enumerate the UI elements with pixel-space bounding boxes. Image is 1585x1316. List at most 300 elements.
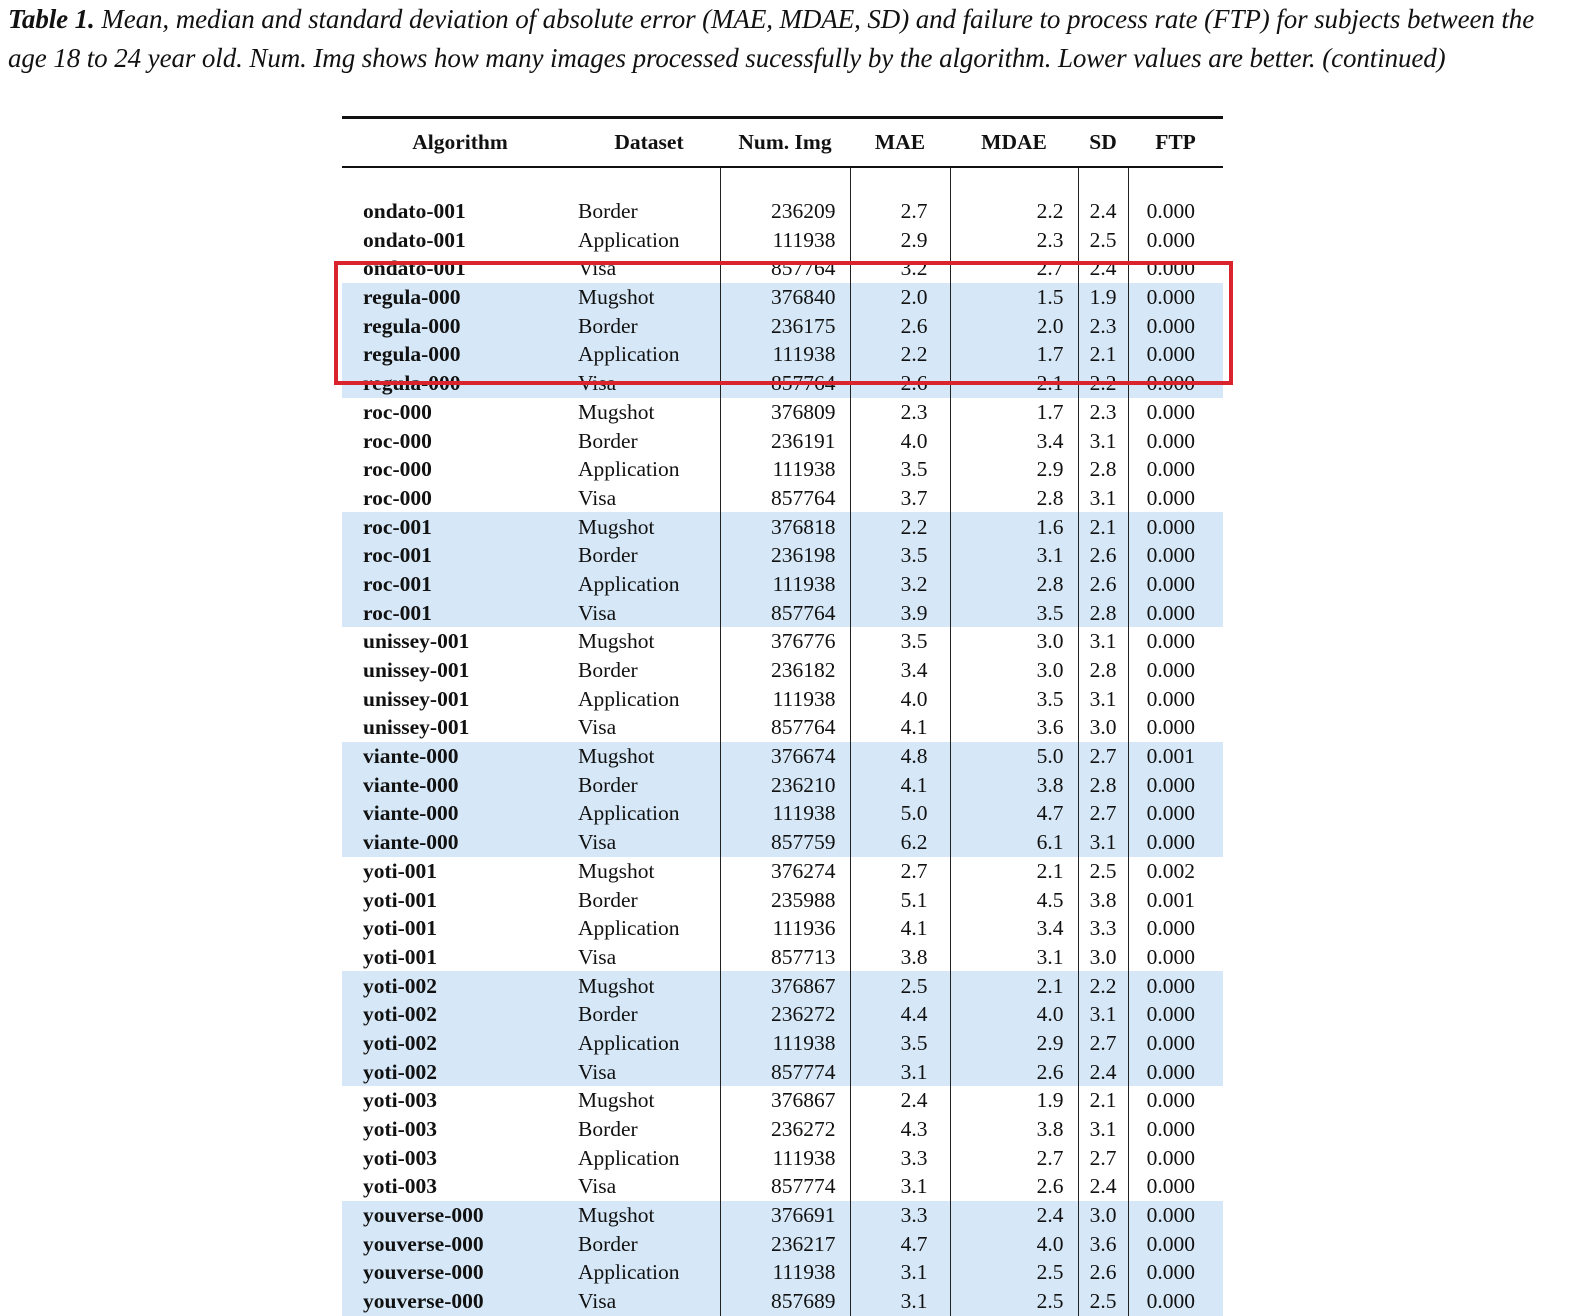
- results-table-container: [342, 116, 1223, 1316]
- cell-mdae: 4.7: [950, 799, 1078, 828]
- cell-mdae: 2.0: [950, 311, 1078, 340]
- cell-mae: 2.6: [850, 369, 950, 398]
- cell-mdae: 2.6: [950, 1057, 1078, 1086]
- cell-ftp: 0.000: [1128, 713, 1223, 742]
- cell-ftp: 0.000: [1128, 1258, 1223, 1287]
- table-row: [342, 311, 1223, 340]
- cell-num-img: 376818: [720, 512, 850, 541]
- table-row: [342, 1258, 1223, 1287]
- cell-num-img: 857764: [720, 598, 850, 627]
- cell-sd: 2.4: [1078, 197, 1128, 226]
- cell-mae: 3.9: [850, 598, 950, 627]
- cell-mdae: 2.2: [950, 197, 1078, 226]
- cell-sd: 3.1: [1078, 426, 1128, 455]
- cell-mdae: 3.5: [950, 684, 1078, 713]
- header-ftp: FTP: [1155, 130, 1196, 154]
- cell-mdae: 6.1: [950, 828, 1078, 857]
- cell-sd: 2.3: [1078, 311, 1128, 340]
- cell-sd: 2.5: [1078, 857, 1128, 886]
- header-sd: SD: [1089, 130, 1117, 154]
- cell-algorithm: ondato-001: [363, 256, 466, 281]
- cell-dataset: Application: [578, 799, 720, 828]
- cell-mae: 4.0: [850, 426, 950, 455]
- cell-algorithm: viante-000: [342, 799, 578, 828]
- cell-num-img: 111936: [720, 914, 850, 943]
- cell-algorithm: regula-000: [342, 340, 578, 369]
- cell-mdae: 2.4: [950, 1201, 1078, 1230]
- cell-dataset: Visa: [578, 1174, 617, 1199]
- cell-dataset: Border: [578, 311, 720, 340]
- cell-num-img: 857774: [720, 1172, 850, 1201]
- cell-dataset: Application: [578, 1258, 720, 1287]
- cell-sd: 2.6: [1078, 570, 1128, 599]
- cell-sd: 2.8: [1078, 455, 1128, 484]
- table-row: [342, 857, 1223, 886]
- table-row: [342, 943, 1223, 972]
- table-row: [342, 828, 1223, 857]
- table-row: [342, 713, 1223, 742]
- cell-ftp: 0.000: [1128, 484, 1223, 513]
- cell-sd: 2.3: [1078, 398, 1128, 427]
- table-row: [342, 1172, 1223, 1201]
- cell-num-img: 857764: [720, 254, 850, 283]
- cell-dataset: Application: [578, 570, 720, 599]
- cell-ftp: 0.000: [1128, 1143, 1223, 1172]
- caption-label: Table 1.: [8, 4, 95, 34]
- cell-ftp: 0.000: [1128, 1086, 1223, 1115]
- cell-mae: 2.3: [850, 398, 950, 427]
- cell-mae: 3.8: [850, 943, 950, 972]
- cell-mae: 3.3: [850, 1201, 950, 1230]
- table-row: [342, 1143, 1223, 1172]
- cell-ftp: 0.000: [1128, 684, 1223, 713]
- cell-sd: 2.7: [1078, 742, 1128, 771]
- cell-mdae: 3.1: [950, 541, 1078, 570]
- table-row: [342, 799, 1223, 828]
- cell-num-img: 111938: [720, 1143, 850, 1172]
- table-row: [342, 627, 1223, 656]
- table-row: [342, 340, 1223, 369]
- cell-algorithm: viante-000: [342, 828, 578, 857]
- cell-ftp: 0.000: [1128, 828, 1223, 857]
- cell-mdae: 4.0: [950, 1000, 1078, 1029]
- table-row: [342, 254, 1223, 283]
- cell-sd: 3.1: [1078, 627, 1128, 656]
- cell-mae: 5.1: [850, 885, 950, 914]
- table-row: [342, 455, 1223, 484]
- cell-algorithm: unissey-001: [363, 629, 470, 654]
- cell-dataset: Border: [578, 1000, 720, 1029]
- cell-mdae: 2.8: [950, 484, 1078, 513]
- cell-mdae: 1.7: [950, 340, 1078, 369]
- cell-num-img: 857774: [720, 1057, 850, 1086]
- cell-ftp: 0.000: [1128, 627, 1223, 656]
- cell-mdae: 3.6: [950, 713, 1078, 742]
- table-row: [342, 369, 1223, 398]
- cell-sd: 2.5: [1078, 1287, 1128, 1316]
- cell-mdae: 2.6: [950, 1172, 1078, 1201]
- table-row: [342, 971, 1223, 1000]
- cell-ftp: 0.000: [1128, 1172, 1223, 1201]
- table-row: [342, 1057, 1223, 1086]
- cell-ftp: 0.000: [1128, 799, 1223, 828]
- cell-mae: 5.0: [850, 799, 950, 828]
- cell-sd: 3.8: [1078, 885, 1128, 914]
- cell-sd: 3.1: [1078, 828, 1128, 857]
- cell-mae: 3.3: [850, 1143, 950, 1172]
- cell-mae: 3.5: [850, 1029, 950, 1058]
- cell-algorithm: roc-001: [342, 598, 578, 627]
- cell-ftp: 0.000: [1128, 1029, 1223, 1058]
- cell-mae: 2.7: [850, 857, 950, 886]
- table-row: [342, 1201, 1223, 1230]
- cell-dataset: Border: [578, 1117, 638, 1142]
- cell-mae: 3.1: [850, 1172, 950, 1201]
- cell-dataset: Border: [578, 887, 638, 912]
- cell-num-img: 236175: [720, 311, 850, 340]
- cell-mdae: 3.4: [950, 914, 1078, 943]
- cell-dataset: Mugshot: [578, 1088, 655, 1113]
- table-row: [342, 1115, 1223, 1144]
- cell-mdae: 3.0: [950, 656, 1078, 685]
- cell-dataset: Mugshot: [578, 512, 720, 541]
- cell-ftp: 0.000: [1128, 1201, 1223, 1230]
- cell-mae: 4.7: [850, 1229, 950, 1258]
- cell-dataset: Application: [578, 1145, 680, 1170]
- table-row: [342, 684, 1223, 713]
- table-row: [342, 283, 1223, 312]
- cell-mdae: 3.8: [950, 770, 1078, 799]
- cell-algorithm: regula-000: [342, 283, 578, 312]
- cell-algorithm: viante-000: [342, 742, 578, 771]
- cell-dataset: Border: [578, 199, 638, 224]
- cell-dataset: Mugshot: [578, 1201, 720, 1230]
- header-algorithm: Algorithm: [412, 130, 508, 154]
- cell-mdae: 2.7: [950, 1143, 1078, 1172]
- cell-algorithm: regula-000: [342, 311, 578, 340]
- cell-dataset: Border: [578, 541, 720, 570]
- cell-ftp: 0.000: [1128, 1115, 1223, 1144]
- cell-sd: 3.1: [1078, 684, 1128, 713]
- cell-mdae: 3.1: [950, 943, 1078, 972]
- cell-dataset: Mugshot: [578, 399, 655, 424]
- cell-mdae: 3.4: [950, 426, 1078, 455]
- cell-ftp: 0.000: [1128, 254, 1223, 283]
- cell-num-img: 857689: [720, 1287, 850, 1316]
- cell-sd: 3.0: [1078, 713, 1128, 742]
- table-row: [342, 197, 1223, 226]
- cell-num-img: 376867: [720, 1086, 850, 1115]
- cell-ftp: 0.000: [1128, 197, 1223, 226]
- cell-dataset: Application: [578, 1029, 720, 1058]
- cell-dataset: Border: [578, 428, 638, 453]
- cell-num-img: 376840: [720, 283, 850, 312]
- cell-num-img: 857759: [720, 828, 850, 857]
- cell-ftp: 0.001: [1128, 885, 1223, 914]
- cell-num-img: 376674: [720, 742, 850, 771]
- cell-dataset: Border: [578, 658, 638, 683]
- table-row: [342, 484, 1223, 513]
- cell-num-img: 236272: [720, 1000, 850, 1029]
- cell-algorithm: roc-000: [363, 428, 432, 453]
- cell-sd: 2.5: [1078, 225, 1128, 254]
- cell-ftp: 0.000: [1128, 1057, 1223, 1086]
- cell-sd: 3.1: [1078, 1115, 1128, 1144]
- cell-mae: 4.0: [850, 684, 950, 713]
- cell-algorithm: yoti-003: [363, 1174, 438, 1199]
- cell-num-img: 376274: [720, 857, 850, 886]
- cell-dataset: Application: [578, 686, 680, 711]
- cell-mae: 3.4: [850, 656, 950, 685]
- cell-num-img: 857764: [720, 369, 850, 398]
- cell-mdae: 1.7: [950, 398, 1078, 427]
- cell-mae: 2.9: [850, 225, 950, 254]
- cell-num-img: 111938: [720, 1029, 850, 1058]
- cell-sd: 3.0: [1078, 1201, 1128, 1230]
- cell-sd: 3.1: [1078, 484, 1128, 513]
- cell-ftp: 0.000: [1128, 598, 1223, 627]
- cell-mae: 4.4: [850, 1000, 950, 1029]
- cell-mdae: 2.5: [950, 1258, 1078, 1287]
- cell-sd: 2.7: [1078, 1029, 1128, 1058]
- cell-ftp: 0.000: [1128, 570, 1223, 599]
- cell-num-img: 236198: [720, 541, 850, 570]
- cell-mae: 3.5: [850, 541, 950, 570]
- cell-algorithm: youverse-000: [342, 1229, 578, 1258]
- cell-algorithm: regula-000: [342, 369, 578, 398]
- cell-algorithm: unissey-001: [363, 686, 470, 711]
- header-row: [342, 119, 1223, 166]
- cell-dataset: Border: [578, 770, 720, 799]
- cell-sd: 2.1: [1078, 340, 1128, 369]
- cell-dataset: Mugshot: [578, 742, 720, 771]
- cell-ftp: 0.000: [1128, 971, 1223, 1000]
- cell-num-img: 376867: [720, 971, 850, 1000]
- cell-sd: 2.7: [1078, 799, 1128, 828]
- cell-mae: 2.7: [850, 197, 950, 226]
- cell-num-img: 111938: [720, 225, 850, 254]
- cell-num-img: 111938: [720, 570, 850, 599]
- cell-algorithm: yoti-003: [363, 1117, 438, 1142]
- cell-ftp: 0.000: [1128, 914, 1223, 943]
- header-num-img: Num. Img: [738, 130, 832, 154]
- cell-num-img: 236217: [720, 1229, 850, 1258]
- cell-ftp: 0.000: [1128, 1229, 1223, 1258]
- cell-num-img: 236191: [720, 426, 850, 455]
- cell-mdae: 5.0: [950, 742, 1078, 771]
- cell-num-img: 376809: [720, 398, 850, 427]
- cell-ftp: 0.000: [1128, 398, 1223, 427]
- cell-sd: 3.6: [1078, 1229, 1128, 1258]
- cell-mdae: 2.9: [950, 455, 1078, 484]
- cell-mdae: 1.5: [950, 283, 1078, 312]
- cell-mdae: 2.9: [950, 1029, 1078, 1058]
- cell-sd: 3.0: [1078, 943, 1128, 972]
- cell-mdae: 3.0: [950, 627, 1078, 656]
- cell-dataset: Mugshot: [578, 858, 655, 883]
- table-row: [342, 512, 1223, 541]
- cell-algorithm: yoti-001: [363, 887, 438, 912]
- cell-dataset: Application: [578, 457, 680, 482]
- cell-num-img: 235988: [720, 885, 850, 914]
- cell-ftp: 0.000: [1128, 1287, 1223, 1316]
- cell-mdae: 1.9: [950, 1086, 1078, 1115]
- table-row: [342, 598, 1223, 627]
- table-row: [342, 1000, 1223, 1029]
- cell-ftp: 0.000: [1128, 369, 1223, 398]
- cell-mae: 6.2: [850, 828, 950, 857]
- cell-mdae: 2.5: [950, 1287, 1078, 1316]
- table-row: [342, 1229, 1223, 1258]
- table-row: [342, 426, 1223, 455]
- cell-dataset: Border: [578, 1229, 720, 1258]
- cell-mae: 3.5: [850, 627, 950, 656]
- cell-sd: 2.6: [1078, 541, 1128, 570]
- cell-ftp: 0.000: [1128, 311, 1223, 340]
- table-row: [342, 885, 1223, 914]
- header-mae: MAE: [874, 130, 926, 154]
- results-table: [342, 119, 1223, 1316]
- cell-algorithm: unissey-001: [363, 715, 470, 740]
- cell-mdae: 2.7: [950, 254, 1078, 283]
- cell-algorithm: yoti-003: [363, 1145, 438, 1170]
- cell-mae: 2.2: [850, 340, 950, 369]
- cell-algorithm: roc-001: [342, 570, 578, 599]
- cell-algorithm: yoti-002: [342, 1029, 578, 1058]
- cell-algorithm: youverse-000: [342, 1287, 578, 1316]
- cell-mae: 4.8: [850, 742, 950, 771]
- cell-sd: 2.8: [1078, 770, 1128, 799]
- cell-mdae: 3.8: [950, 1115, 1078, 1144]
- table-body: [342, 166, 1223, 1316]
- cell-ftp: 0.000: [1128, 656, 1223, 685]
- cell-ftp: 0.001: [1128, 742, 1223, 771]
- cell-num-img: 111938: [720, 799, 850, 828]
- cell-ftp: 0.000: [1128, 283, 1223, 312]
- cell-num-img: 111938: [720, 1258, 850, 1287]
- table-row: [342, 1086, 1223, 1115]
- cell-mae: 3.1: [850, 1287, 950, 1316]
- cell-sd: 2.2: [1078, 971, 1128, 1000]
- table-row: [342, 398, 1223, 427]
- cell-algorithm: yoti-001: [363, 944, 438, 969]
- cell-mae: 4.1: [850, 713, 950, 742]
- cell-algorithm: yoti-002: [342, 1000, 578, 1029]
- cell-sd: 2.7: [1078, 1143, 1128, 1172]
- cell-num-img: 111938: [720, 340, 850, 369]
- cell-ftp: 0.000: [1128, 340, 1223, 369]
- cell-sd: 2.4: [1078, 1172, 1128, 1201]
- cell-dataset: Visa: [578, 828, 720, 857]
- cell-mae: 3.7: [850, 484, 950, 513]
- cell-ftp: 0.000: [1128, 426, 1223, 455]
- cell-mdae: 2.3: [950, 225, 1078, 254]
- cell-algorithm: yoti-003: [363, 1088, 438, 1113]
- cell-dataset: Visa: [578, 715, 617, 740]
- cell-dataset: Application: [578, 916, 680, 941]
- cell-dataset: Mugshot: [578, 629, 655, 654]
- cell-algorithm: yoti-002: [342, 1057, 578, 1086]
- cell-num-img: 236209: [720, 197, 850, 226]
- cell-ftp: 0.002: [1128, 857, 1223, 886]
- table-row: [342, 742, 1223, 771]
- cell-dataset: Visa: [578, 598, 720, 627]
- cell-dataset: Visa: [578, 944, 617, 969]
- cell-dataset: Application: [578, 227, 680, 252]
- spacer-row: [342, 168, 1223, 197]
- cell-mdae: 4.5: [950, 885, 1078, 914]
- cell-sd: 2.1: [1078, 512, 1128, 541]
- cell-ftp: 0.000: [1128, 770, 1223, 799]
- cell-num-img: 111938: [720, 455, 850, 484]
- cell-mdae: 2.1: [950, 971, 1078, 1000]
- table-row: [342, 225, 1223, 254]
- cell-sd: 3.3: [1078, 914, 1128, 943]
- cell-num-img: 376691: [720, 1201, 850, 1230]
- cell-num-img: 236272: [720, 1115, 850, 1144]
- cell-dataset: Visa: [578, 485, 617, 510]
- cell-dataset: Mugshot: [578, 283, 720, 312]
- table-row: [342, 541, 1223, 570]
- cell-dataset: Mugshot: [578, 971, 720, 1000]
- cell-num-img: 236210: [720, 770, 850, 799]
- cell-sd: 2.4: [1078, 1057, 1128, 1086]
- cell-algorithm: ondato-001: [363, 227, 466, 252]
- cell-algorithm: yoti-001: [363, 916, 438, 941]
- cell-sd: 2.6: [1078, 1258, 1128, 1287]
- cell-ftp: 0.000: [1128, 455, 1223, 484]
- cell-mae: 3.2: [850, 570, 950, 599]
- cell-ftp: 0.000: [1128, 225, 1223, 254]
- cell-dataset: Application: [578, 340, 720, 369]
- table-caption: [8, 0, 1578, 78]
- cell-dataset: Visa: [578, 1287, 720, 1316]
- cell-algorithm: roc-001: [342, 512, 578, 541]
- cell-dataset: Visa: [578, 1057, 720, 1086]
- cell-ftp: 0.000: [1128, 541, 1223, 570]
- table-row: [342, 656, 1223, 685]
- cell-mdae: 2.1: [950, 857, 1078, 886]
- cell-mae: 4.3: [850, 1115, 950, 1144]
- cell-mae: 2.4: [850, 1086, 950, 1115]
- cell-algorithm: unissey-001: [363, 658, 470, 683]
- cell-ftp: 0.000: [1128, 1000, 1223, 1029]
- cell-algorithm: roc-000: [363, 457, 432, 482]
- cell-ftp: 0.000: [1128, 943, 1223, 972]
- cell-mae: 3.1: [850, 1057, 950, 1086]
- cell-algorithm: ondato-001: [363, 199, 466, 224]
- cell-num-img: 376776: [720, 627, 850, 656]
- cell-algorithm: youverse-000: [342, 1201, 578, 1230]
- cell-algorithm: roc-000: [363, 399, 432, 424]
- cell-algorithm: viante-000: [342, 770, 578, 799]
- cell-dataset: Visa: [578, 369, 720, 398]
- cell-algorithm: yoti-001: [363, 858, 438, 883]
- cell-sd: 2.4: [1078, 254, 1128, 283]
- cell-mae: 3.1: [850, 1258, 950, 1287]
- cell-num-img: 857713: [720, 943, 850, 972]
- cell-algorithm: yoti-002: [342, 971, 578, 1000]
- cell-sd: 2.8: [1078, 598, 1128, 627]
- table-row: [342, 1287, 1223, 1316]
- cell-mae: 4.1: [850, 770, 950, 799]
- cell-mdae: 2.8: [950, 570, 1078, 599]
- cell-num-img: 111938: [720, 684, 850, 713]
- table-row: [342, 1029, 1223, 1058]
- cell-mae: 2.6: [850, 311, 950, 340]
- cell-mae: 3.5: [850, 455, 950, 484]
- cell-num-img: 236182: [720, 656, 850, 685]
